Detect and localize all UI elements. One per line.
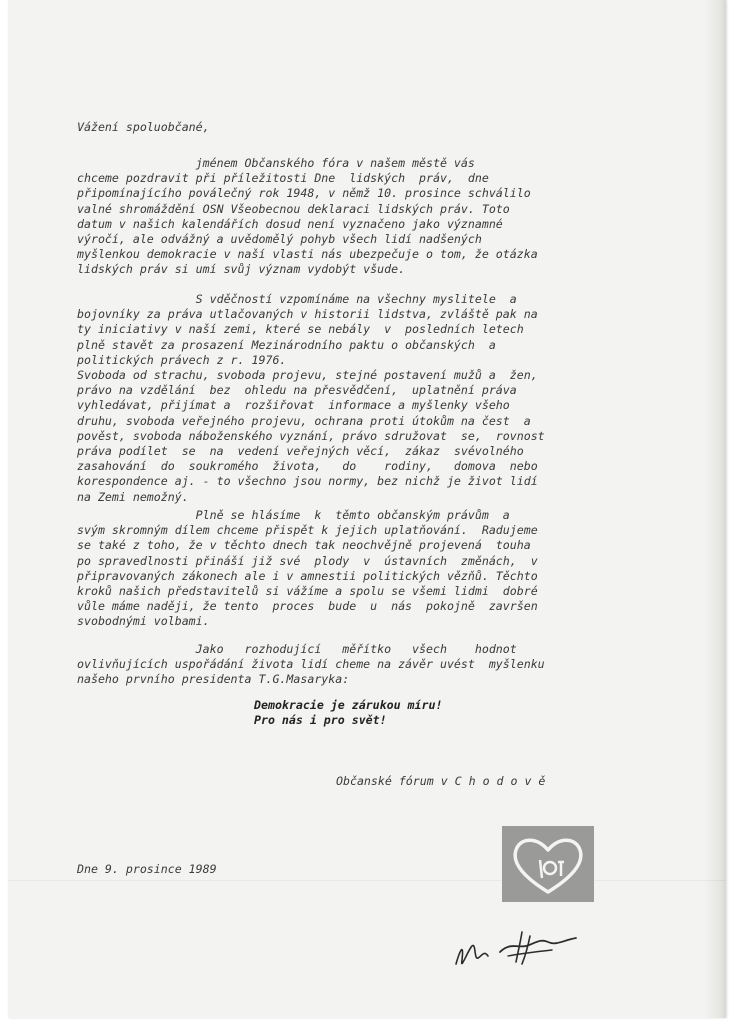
- text-line: po spravedlnosti přináší již své plody v ústavních změnách, v: [77, 553, 538, 568]
- text-line: Svoboda od strachu, svoboda projevu, stejné postavení mužů a žen,: [77, 368, 538, 383]
- text-line: datum v našich kalendářích dosud není vyznačeno jako významné: [77, 216, 503, 231]
- text-line: valné shromáždění OSN Všeobecnou deklaraci lidských práv. Toto: [77, 201, 510, 216]
- text-line: ty iniciativy v naší zemi, které se nebály v posledních letech: [77, 322, 524, 337]
- paper-fold-line: [8, 880, 726, 881]
- text-line: jménem Občanského fóra v našem městě vás: [77, 156, 475, 170]
- text-line: se také z toho, že v těchto dnech tak neochvějně projevená touha: [77, 538, 531, 553]
- text-line: druhu, svoboda veřejného projevu, ochrana proti útokům na čest a: [77, 413, 531, 428]
- paper-edge-shadow: [704, 0, 726, 1018]
- paragraph-human-rights-day: [77, 156, 538, 278]
- text-line: korespondence aj. - to všechno jsou normy, bez nichž je život lidí: [77, 474, 538, 489]
- text-line: myšlenkou demokracie v naší vlasti nás ubezpečuje o tom, že otázka: [77, 247, 538, 262]
- text-line: svým skromným dílem chceme přispět k jejich uplatňování. Radujeme: [77, 523, 538, 538]
- text-line: našeho prvního presidenta T.G.Masaryka:: [77, 672, 350, 687]
- text-line: Jako rozhodující měřítko všech hodnot: [77, 642, 517, 656]
- letter-date: Dne 9. prosince 1989: [77, 862, 217, 876]
- text-line: práva podílet se na vedení veřejných věcí, zákaz svévolného: [77, 444, 524, 459]
- text-line: pověst, svoboda náboženského vyznání, právo sdružovat se, rovnost: [77, 428, 545, 443]
- text-line: kroků našich představitelů si vážíme a spolu se všemi lidmi dobré: [77, 584, 538, 599]
- text-line: bojovníky za práva utlačovaných v historii lidstva, zvláště pak na: [77, 307, 538, 322]
- heart-logo-icon: [502, 826, 594, 902]
- text-line: ovlivňujících uspořádání života lidí cheme na závěr uvést myšlenku: [77, 657, 545, 672]
- text-line: připravovaných zákonech ale i v amnestii politických vězňů. Těchto: [77, 568, 538, 583]
- signature-organization: Občanské fórum v C h o d o v ě: [336, 774, 546, 788]
- text-line: vůle máme naději, že tento proces bude u nás pokojně završen: [77, 599, 538, 614]
- text-line: lidských práv si umí svůj význam vydobýt všude.: [77, 262, 406, 277]
- text-line: právo na vzdělání bez ohledu na přesvědčení, uplatnění práva: [77, 383, 517, 398]
- paragraph-gratitude: [77, 292, 545, 505]
- paragraph-masaryk: [77, 642, 545, 688]
- text-line: svobodnými volbami.: [77, 614, 210, 629]
- text-line: Plně se hlásíme k těmto občanským právům a: [77, 508, 510, 522]
- masaryk-motto: [254, 698, 442, 728]
- salutation: Vážení spoluobčané,: [77, 120, 210, 134]
- text-line: chceme pozdravit při příležitosti Dne lidských práv, dne: [77, 171, 489, 186]
- text-line: na Zemi nemožný.: [77, 489, 189, 504]
- civic-forum-stamp: [502, 826, 594, 902]
- signature-scribble-icon: [448, 920, 588, 976]
- handwritten-signatures: [448, 920, 588, 976]
- text-line: výročí, ale odvážný a uvědomělý pohyb všech lidí nadšených: [77, 232, 482, 247]
- paragraph-support: [77, 508, 538, 630]
- text-line: S vděčností vzpomínáme na všechny myslitele a: [77, 292, 517, 306]
- motto-line: Pro nás i pro svět!: [254, 713, 387, 728]
- text-line: plně stavět za prosazení Mezinárodního paktu o občanských a: [77, 337, 496, 352]
- text-line: zasahování do soukromého života, do rodiny, domova nebo: [77, 459, 538, 474]
- text-line: připomínajícího poválečný rok 1948, v němž 10. prosince schválilo: [77, 186, 531, 201]
- text-line: vyhledávat, přijímat a rozšiřovat informace a myšlenky všeho: [77, 398, 510, 413]
- text-line: politických právech z r. 1976.: [77, 352, 287, 367]
- motto-line: Demokracie je zárukou míru!: [254, 698, 443, 712]
